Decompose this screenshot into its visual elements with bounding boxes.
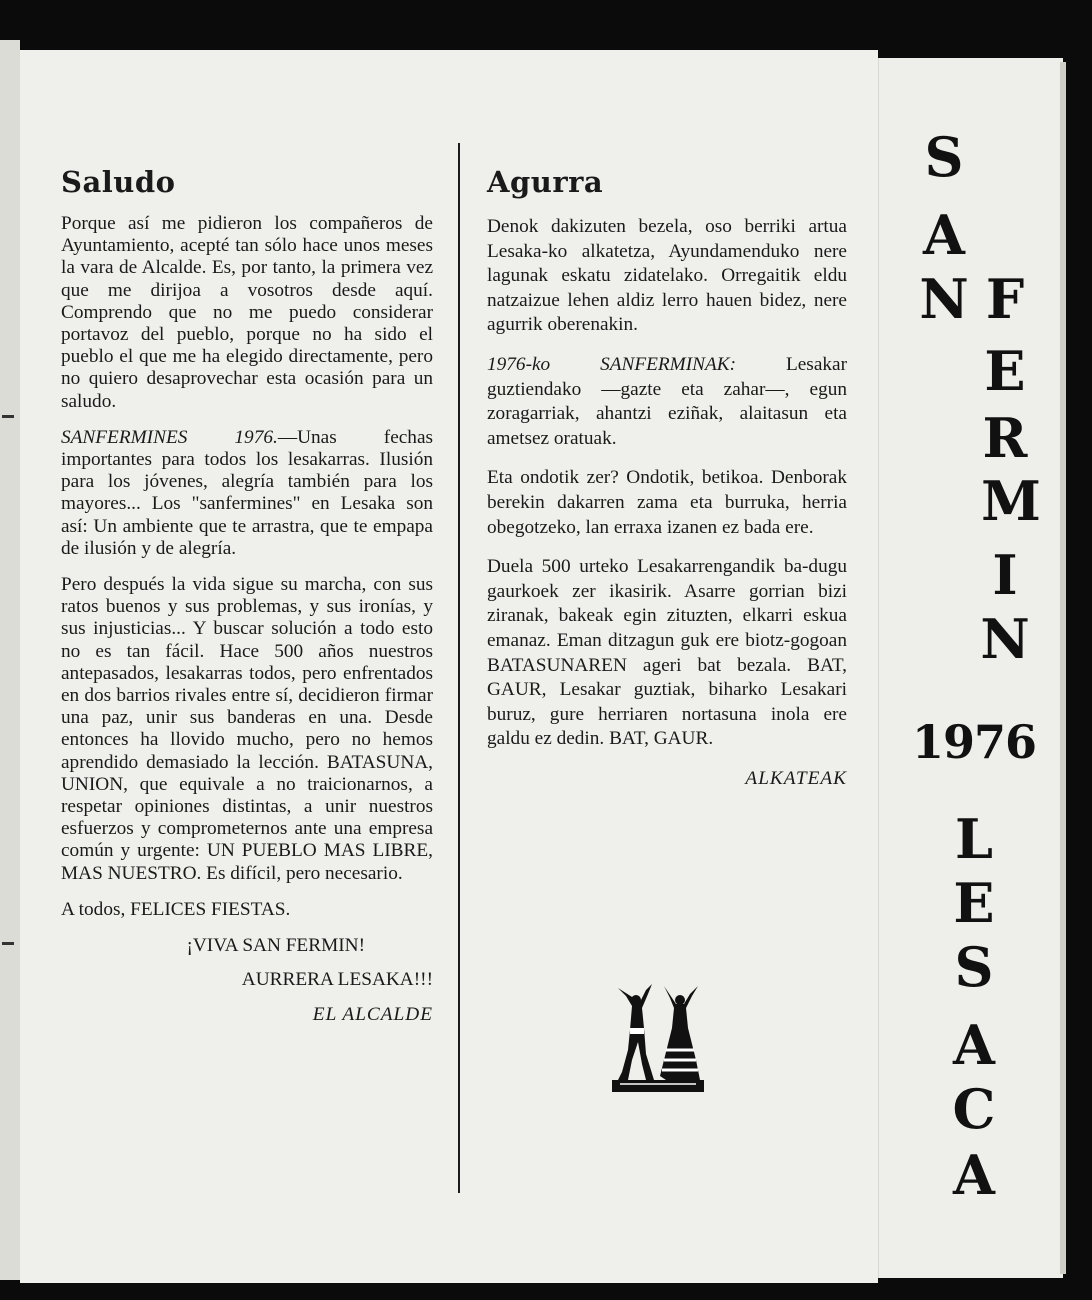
alcalde-signature: EL ALCALDE xyxy=(312,1003,433,1025)
tab-letter: S xyxy=(924,125,964,189)
tab-letter: M xyxy=(981,469,1041,533)
tab-letter: C xyxy=(952,1077,996,1141)
tab-letter: R xyxy=(982,406,1028,470)
agurra-column xyxy=(487,165,847,806)
agurra-heading: Agurra xyxy=(487,165,604,199)
dancers-icon xyxy=(608,980,708,1100)
saludo-paragraph-1: Porque así me pidieron los compañeros de Ayuntamiento, acepté tan sólo hace unos meses la vara de Alcalde. Es, por tanto, la primera vez que me dirijoa a vosotros desde aquí. Comprendo que no me puedo considerar portavoz del pueblo, porque no ha sido el pueblo el que me ha elegido directamente, pero no quiero desaprovechar esta ocasión para un saludo. xyxy=(61,213,433,412)
agurra-paragraph-2 xyxy=(487,353,847,451)
column-divider xyxy=(458,143,460,1193)
tab-letter: A xyxy=(953,1013,995,1077)
sanferminak-lead: 1976-ko SANFERMINAK: xyxy=(487,353,737,375)
saludo-heading: Saludo xyxy=(61,165,176,199)
viva-line: ¡VIVA SAN FERMIN! xyxy=(186,935,365,957)
margin-mark xyxy=(2,415,14,418)
aurrera-line: AURRERA LESAKA!!! xyxy=(241,969,433,991)
alkateak-signature: ALKATEAK xyxy=(745,767,847,789)
tab-letter: E xyxy=(984,339,1026,403)
tab-letter: I xyxy=(992,543,1018,607)
side-tab-shadow xyxy=(1060,62,1066,1274)
greeting-line: A todos, FELICES FIESTAS. xyxy=(61,898,291,920)
tab-year: 1976 xyxy=(912,715,1037,769)
saludo-paragraph-2-text: Unas fechas importantes para todos los lesakarras. Ilusión para los jóvenes, alegría también para los mayores... Los "sanfermines" en Lesaka son así: Un ambiente que te arrastra, que te empapa de ilusión y de alegría. xyxy=(61,426,434,559)
margin-mark xyxy=(2,942,14,945)
tab-letter: L xyxy=(955,807,993,871)
tab-letter: A xyxy=(953,1143,995,1207)
saludo-column xyxy=(61,165,433,1040)
saludo-paragraph-3: Pero después la vida sigue su marcha, con sus ratos buenos y sus problemas, y sus ironías, y sus injusticias... Y buscar solución a todo esto no es tan fácil. Hace 500 años nuestros antepasados, lesakarras todos, pero enfrentados en dos barrios rivales entre sí, decidieron firmar una paz, unir sus banderas en una. Desde entonces ha llovido mucho, pero no hemos aprendido demasiado la lección. BATASUNA, UNION, que equivale a no traicionarnos, a respetar opiniones distintas, a unir nuestros esfuerzos y comprometernos ante una empresa común y urgente: UN PUEBLO MAS LIBRE, MAS NUESTRO. Es difícil, pero necesario. xyxy=(61,574,433,884)
tab-letter: S xyxy=(954,935,994,999)
tab-letter: E xyxy=(953,871,995,935)
tab-letter: A xyxy=(923,203,965,267)
saludo-paragraph-2 xyxy=(61,427,433,560)
facing-page-edge xyxy=(0,40,20,1280)
tab-letter: F xyxy=(985,267,1025,331)
sanfermines-lead: SANFERMINES 1976. xyxy=(61,426,278,448)
tab-letter: N xyxy=(919,267,969,331)
agurra-paragraph-2-text: Lesakar guztiendako —gazte eta zahar—, egun zoragarriak, ahantzi eziñak, alaitasun eta ametsez oratuak. xyxy=(487,353,847,449)
lead-dash: — xyxy=(277,426,298,448)
agurra-paragraph-3: Eta ondotik zer? Ondotik, betikoa. Denborak berekin dakarren zama eta burruka, herria obegotzeko, lan erraxa izanen ez bada ere. xyxy=(487,467,847,538)
agurra-paragraph-4: Duela 500 urteko Lesakarrengandik ba-dugu gaurkoek zer ikasirik. Asarre gorrian bizi ziranak, bakeak egin zituzten, elkarri eskua emanaz. Eman ditzagun guk ere biotz-gogoan BATASUNAREN ageri bat bezala. BAT, GAUR, Lesakar guztiak, biharko Lesakari buruz, gure herriaren nortasuna inola ere galdu ez dedin. BAT, GAUR. xyxy=(487,556,847,750)
tab-letter: N xyxy=(980,607,1030,671)
agurra-paragraph-1: Denok dakizuten bezela, oso berriki artua Lesaka-ko alkatetza, Ayundamenduko nere lagunak eskatu zidatelako. Orregaitik eldu natzaizue lehen aldiz lerro hauen bidez, nere agurrik oberenakin. xyxy=(487,216,847,336)
